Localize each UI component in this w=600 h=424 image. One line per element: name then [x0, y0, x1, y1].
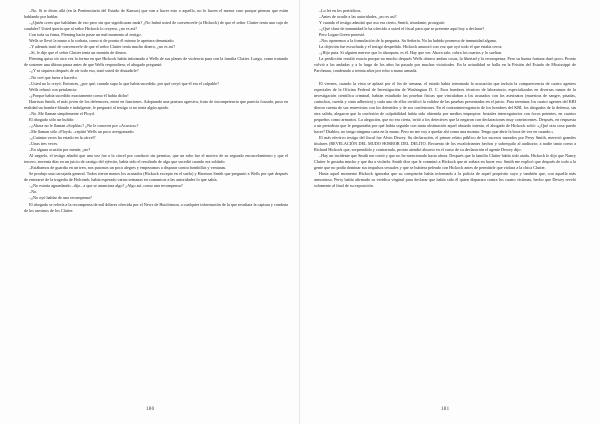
paragraph: –Me llaman sólo «Floyd» –repitió Wells un poco avergonzado.: [29, 128, 135, 134]
paragraph: –¿No oyó hablar de una recompensa?: [29, 195, 92, 201]
paragraph: –Antes de acudir a las autoridades, ¿no es así?: [319, 14, 397, 20]
paragraph: Al negarlo, el testigo añadió que una vez fue a la cárcel por conducir sin permiso, que un robo fue el motivo de su segundo encarcelamiento y que el tercero, noventa días en un juicio de castigo del ejército, había sido el resultado de algo que sucedió cuando era soldado.: [24, 153, 288, 165]
paragraph: –Unas tres veces.: [29, 141, 59, 147]
left-page-number: 180: [146, 407, 155, 412]
paragraph: –Usted no lo creyó. Entonces, ¿por qué, cuando supo lo que había sucedido, por qué creyó que él era el culpable?: [29, 80, 219, 86]
paragraph: –No. Si te dicen allá (en la Penitenciaría del Estado de Kansas) que van a hacer esto o aquello, no lo hacen el menor caso porque piensas que están hablando por hablar.: [24, 8, 288, 20]
paragraph: –Hay un incidente que Smith me contó y que no he mencionado hasta ahora. Después que la familia Clutter había sido atada, Hickock le dijo que Nancy Clutter le gustaba mucho y que iba a violarla. Smith dice que le conminó a Hickock que ni soñara en hacer eso. Smith me explicó que después de todo a la gente que no podía dominar sus impulsos sexuales y que se hubiera peleado con Hickock antes de permitirle que violara a la chica Clutter.: [314, 153, 576, 171]
paragraph: Fleming quiso oír otra vez la forma en que Hickock había informado a Wells de sus planes de violencia para con la familia Clutter. Luego, como tratando de sostener una última pausa antes de que Wells respondiera, el abogado preguntó:: [24, 56, 288, 68]
paragraph: –Nos oponemos a la formulación de la pregunta. Su Señoría. No ha habido promesa de inmunidad alguna.: [319, 38, 497, 44]
paragraph: Hasta aquel momento Hickock ignoraba que su compinche había informado a la policía de aquel propósito suyo y también que, con aquella más armonioso, Perry había afirmado su verídica virginal para declarar que había sido él quien disparara contra los cuatro víctimas, hecho que Dewey reveló solamente al final de su exposición.: [314, 171, 576, 189]
paragraph: Con toda su firma, Fleming hacía pasar un mal momento al testigo.: [29, 32, 142, 38]
paragraph: –Estábamos de guardia en un tren, nos pusimos un poco alegres y empezamos a disparar contra bombillas y ventanas.: [29, 165, 227, 171]
right-page: [300, 0, 600, 424]
paragraph: –Lo leí en los periódicos.: [319, 8, 362, 13]
paragraph: –¿Ahora no le llaman «Soplón»? ¿No le conocen por «Acusica»?: [29, 122, 139, 128]
paragraph: –¿Y ni siquiera después de oír todo eso, trató usted de disuadirle?: [29, 68, 139, 74]
paragraph: Harrison Smith, el más joven de los defensores, entró en funciones. Adoptando una postura agresiva, fruto de incompetencia que parecía forzada, puso en realidad un hombre blando e indulgente, le preguntó al testigo si no tenía algún apodo.: [24, 98, 288, 110]
paragraph: –No creí que fuera a hacerlo.: [29, 74, 78, 80]
paragraph: –No. Me llaman simplemente el Floyd.: [29, 110, 95, 116]
paragraph: –No.: [29, 189, 38, 195]
paragraph: Wells rehusó con petulancia:: [29, 86, 78, 92]
paragraph: –¿Quién crees que hablaban de eso pero sin que significaran nada? ¿No habrá usted de convencerle (a Hickock) de que el señor Clutter tenía una caja de caudales? Usted quería que al señor Hickock lo creyera, ¿no es así?: [24, 20, 288, 32]
paragraph: –Sí, le dije que el señor Clutter tenía un montón de dinero.: [29, 50, 128, 56]
paragraph: El abogado sólo un bufido:: [29, 116, 75, 122]
paragraph: –¿Qué clase de inmunidad le ha ofrecido a usted el fiscal para que se presente aquí hoy a declarar?: [319, 26, 485, 32]
paragraph: –¿No estaría aguardando –dijo– a que se anunciara algo? ¿Algo así, como una recompensa?: [29, 183, 183, 189]
paragraph: Y cuando el testigo admitió que aso era cierto, Smith, triunfante, prosiguió:: [319, 20, 446, 26]
paragraph: Pero Logan Green protestó.: [319, 32, 366, 38]
right-page-number: 181: [441, 407, 450, 412]
paragraph: –¡Porque había sucedido exactamente como él había dicho!: [29, 92, 129, 98]
paragraph: El viernes, cuando la vista se aplazó por el fin de semana, el estado había terminado la acusación que incluía la comparecencia de cuatro agentes especiales de la Oficina Federal de Investigación de Washington D. C. Esos hombres técnicos de laboratorio, especializados en diversas ramas de la investigación científica criminal, habían estudiado las pruebas físicas que vinculaban a los acusados con los asesinatos (muestras de sangre, pisadas, cartuchos, cuerda y cinta adhesiva) y cada uno de ellos certificó la validez de las pruebas presentadas en el juicio. Para terminar, los cuatro agentes del KBI dieron cuenta de sus entrevistas con los detenidos y de sus confesiones. En el contrainterrogatorio de los hombres del KBI, los abogados de la defensa, sin otra salida, alegaron que la confesión de culpabilidad había sido obtenida por medios impropios: brutales interrogatorios con focos potentes, en cuartos pequeños como armarios. La alegación, que no era cierta, irritó a los detectives que la negaron con declaraciones muy convincentes. Después, en respuesta a un periodista que le preguntaba por qué había seguido con tanta obstinación aquel absurdo intento, el abogado de Hickock soltó: «¿Qué otra cosa puedo hacer? Diablos, no tengo ninguna carta en la mano. Pero no me voy a quedar ahí como una momia. Tengo que abrir la boca de vez en cuando.»: [314, 80, 576, 134]
paragraph: El abogado se refería a la recompensa de mil dólares ofrecida por el News de Hutchinson, a cualquier información de la que resultara la captura y condena de los asesinos de los Clutter.: [24, 201, 288, 213]
paragraph: –Y además trató de convencerle de que el señor Clutter tenía mucho dinero, ¿no es así?: [29, 44, 176, 50]
paragraph: –¿Cuántas veces ha estado en la cárcel?: [29, 134, 96, 140]
paragraph: El más efectivo testigo del fiscal fue Alvin Dewey. Su declaración, el primer relato público de los sucesos narrados por Perry Smith, mereció grandes titulares (REVELACIÓN DEL MUDO HORROR DEL DELITO. Recuento de los escalofriantes hechos y sobrequilo al auditorio; a nadie tanto como a Richard Hickock que, sorprendido y contrariado, pronto atendió absorto en el curso de su declaración el agente Dewey dijo:: [314, 134, 576, 153]
paragraph: La predicción resultó exacta porque no mucho después Wells obtuvo ambas cosas, la libertad y la recompensa. Pero su buena fortuna duró poco. Pronto volvió a las andadas y a lo largo de los años ha pasado por muchas vicisitudes. En la actualidad se halla en la Prisión del Estado de Mississippi de Parchman, condenado a treinta años por robo a mano armada.: [314, 56, 576, 74]
paragraph: –En alguna ocasión por mentir, ¿no?: [29, 147, 91, 153]
right-page-text: [314, 8, 576, 189]
paragraph: Se produjo una carcajada general. Todos rieron menos los acusados (Hickock excepto en el suelo) y Harrison Smith que preguntó a Wells por qué después de enterarse de la tragedia de Holcomb, había esperado varias semanas en comunicar a las autoridades lo que sabía.: [24, 171, 288, 183]
paragraph: –¡Hijo puta. Si alguien merece que lo ahorquen, es él. Hay que ver. Ahora sale, cobra los cuartos y lo sueltan.: [319, 50, 503, 56]
paragraph: Wells se llevó la mano a la corbata, como si de pronto él mismo le apretara demasiado.: [29, 38, 175, 44]
left-page-text: [24, 8, 288, 214]
paragraph: La objeción fue escuchada y el testigo despedido. Hickock anunció con voz que oyó todo el que estaba cerca:: [319, 44, 503, 50]
